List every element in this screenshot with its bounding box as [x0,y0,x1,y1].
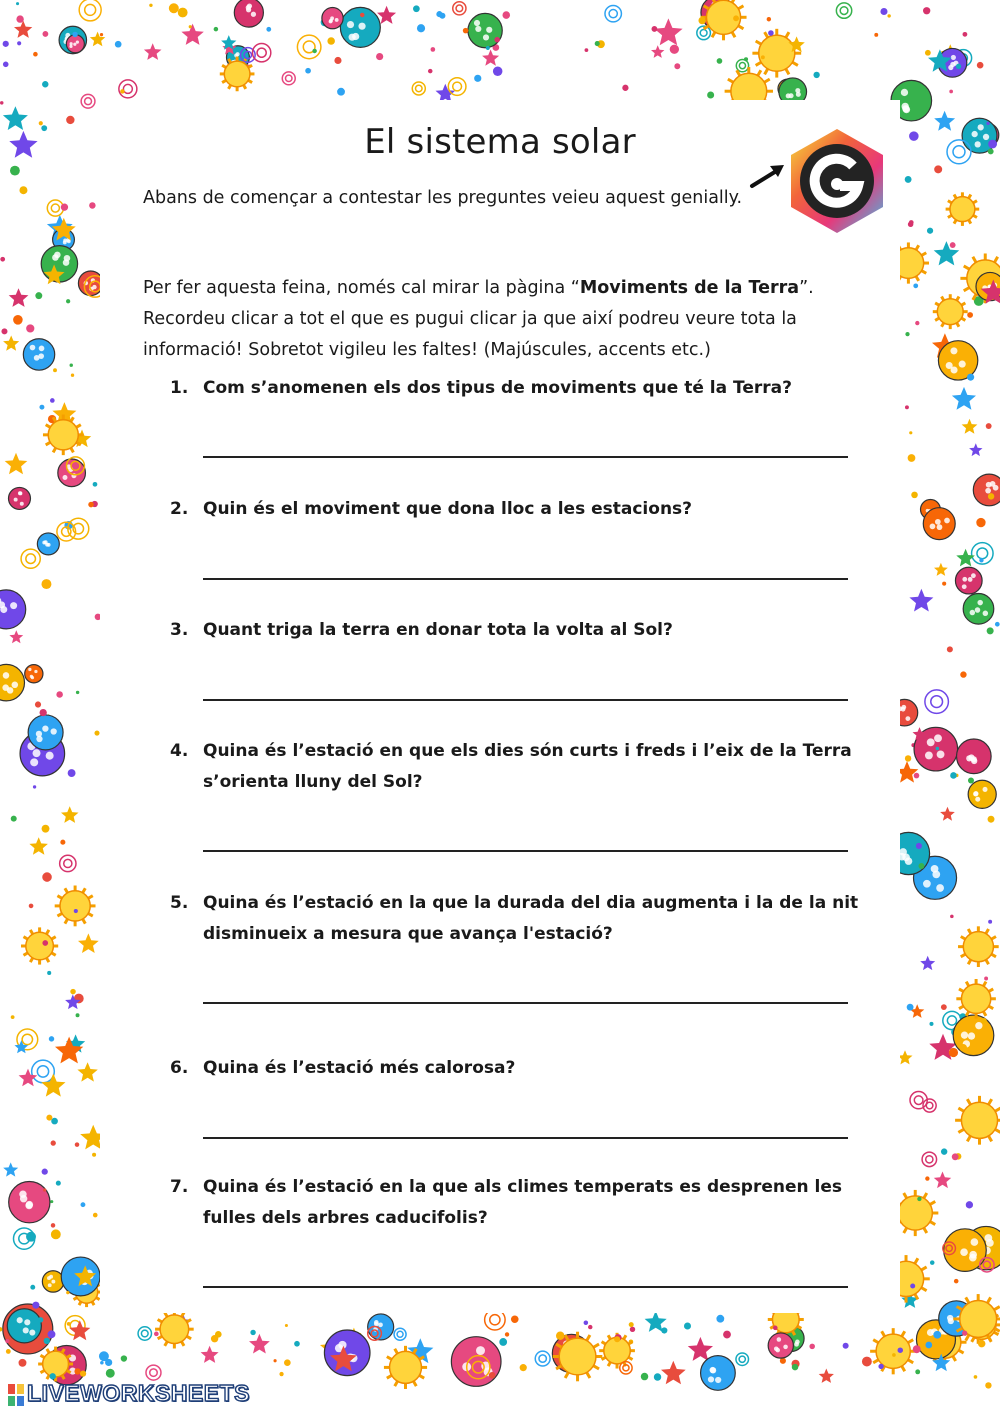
question-text: Quina és l’estació en la que la durada del dia augmenta i la de la nit disminueix a mesura que avança l'estació? [203,893,859,944]
question-number: 2. [170,499,189,519]
instructions-paragraph [143,273,863,366]
intro-text: Abans de començar a contestar les preguntes veieu aquest genially. [143,188,743,208]
question-number: 4. [170,741,189,761]
instructions-text-start: Per fer aquesta feina, només cal mirar la pàgina “ [143,278,580,298]
question-number: 7. [170,1177,189,1197]
question-text: Quina és l’estació en que els dies són curts i freds i l’eix de la Terra s’orienta lluny del Sol? [203,741,852,792]
question-1 [170,373,860,404]
question-text: Quina és l’estació en la que als climes temperats es desprenen les fulles dels arbres caducifolis? [203,1177,842,1228]
question-2 [170,494,860,525]
question-7 [170,1172,860,1234]
question-text: Quin és el moviment que dona lloc a les estacions? [203,499,693,519]
question-3 [170,615,860,646]
genially-logo-icon[interactable] [782,126,892,236]
question-5 [170,888,860,950]
question-number: 5. [170,893,189,913]
answer-line-2[interactable] [203,578,848,580]
question-text: Com s’anomenen els dos tipus de moviments que té la Terra? [203,378,792,398]
question-number: 3. [170,620,189,640]
liveworksheets-logo [8,1380,250,1407]
question-4 [170,736,860,798]
answer-line-5[interactable] [203,1002,848,1004]
answer-line-1[interactable] [203,456,848,458]
question-6 [170,1053,860,1084]
liveworksheets-badge-icon [8,1384,24,1406]
answer-line-7[interactable] [203,1286,848,1288]
page-title: El sistema solar [364,122,636,162]
liveworksheets-text: LIVEWORKSHEETS [27,1380,250,1406]
instructions-page-name: Moviments de la Terra [579,278,800,298]
instructions-text-end: ”. Recordeu clicar a tot el que es pugui clicar ja que així podreu veure tota la informació! Sobretot vigileu les faltes! (Majúscules, accents etc.) [143,278,814,360]
question-text: Quant triga la terra en donar tota la volta al Sol? [203,620,673,640]
answer-line-3[interactable] [203,699,848,701]
question-number: 6. [170,1058,189,1078]
answer-line-4[interactable] [203,850,848,852]
question-number: 1. [170,378,189,398]
answer-line-6[interactable] [203,1137,848,1139]
question-text: Quina és l’estació més calorosa? [203,1058,516,1078]
